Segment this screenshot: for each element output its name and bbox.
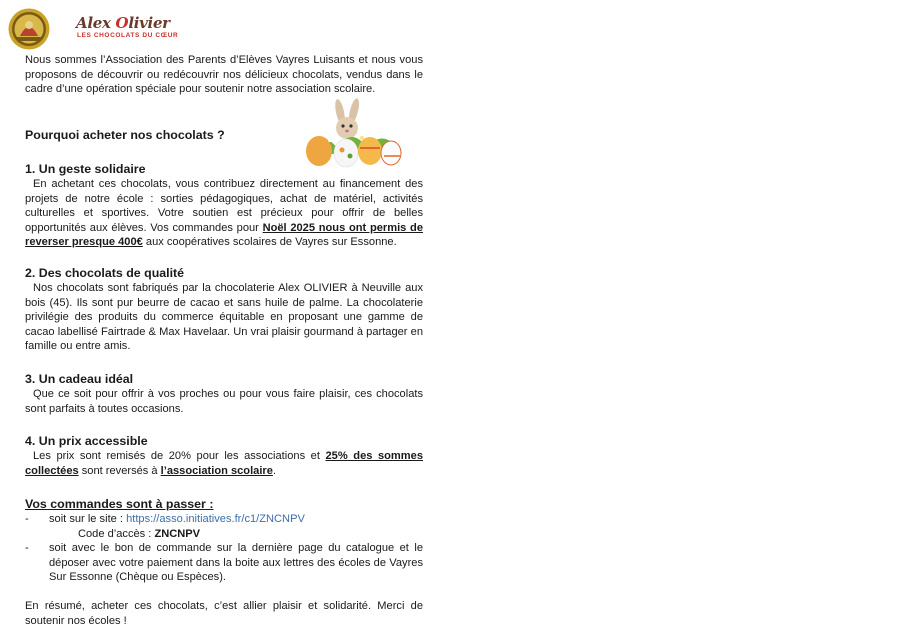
brand-name: Alex Olivier <box>76 14 170 32</box>
section-solidaire <box>25 161 423 250</box>
conclusion-paragraph: En résumé, acheter ces chocolats, c’est allier plaisir et solidarité. Merci de soutenir nos écoles ! <box>25 600 423 627</box>
section-4-title: 4. Un prix accessible <box>25 434 148 448</box>
order-option-form-text: soit avec le bon de commande sur la dernière page du catalogue et le déposer avec votre paiement dans la boite aux lettres des écoles de Vayres Sur Essonne (Chèque ou Espèces). <box>49 542 423 583</box>
why-heading: Pourquoi acheter nos chocolats ? <box>25 128 225 142</box>
brand-tagline: LES CHOCOLATS DU CŒUR <box>77 32 179 39</box>
access-code-value: ZNCNPV <box>154 527 201 540</box>
section-3-title: 3. Un cadeau idéal <box>25 372 134 386</box>
section-1-title: 1. Un geste solidaire <box>25 162 146 176</box>
access-code-line <box>25 527 423 542</box>
access-code-label: Code d’accès : <box>78 527 155 540</box>
section-4-emphasis: 25% des sommes collectées <box>25 450 423 477</box>
section-cadeau <box>25 371 423 416</box>
section-4-text: Les prix sont remisés de 20% pour les associations et 25% des sommes collectées sont reversés à l’association scolaire. <box>25 450 423 477</box>
order-option-website-label: soit sur le site : <box>49 513 127 525</box>
association-seal-logo <box>8 8 50 50</box>
conclusion-block <box>25 599 423 628</box>
order-option-website <box>25 512 423 527</box>
order-website-link[interactable]: https://asso.initiatives.fr/c1/ZNCNPV <box>126 513 305 525</box>
section-3-text: Que ce soit pour offrir à vos proches ou pour vous faire plaisir, ces chocolats sont parfaits à toutes occasions. <box>25 388 423 415</box>
list-dash: - <box>25 542 29 554</box>
section-1-text: En achetant ces chocolats, vous contribuez directement au financement des projets de notre école : sorties pédagogiques, achat de matériel, activités culturelles et sportives. Votre soutien est précieux pour offrir de belles opportunités aux élèves. Vos commandes pour Noël 2025 nous ont permis de reverser presque 400€ aux coopératives scolaires de Vayres sur Essonne. <box>25 178 423 248</box>
orders-title: Vos commandes sont à passer : <box>25 497 214 511</box>
intro-block <box>25 53 423 97</box>
intro-paragraph: Nous sommes l’Association des Parents d’Elèves Vayres Luisants et nous vous proposons de découvrir ou redécouvrir nos délicieux chocolats, vendus dans le cadre d’une opération spéciale pour soutenir notre association scolaire. <box>25 54 423 95</box>
orders-block <box>25 496 423 585</box>
section-2-title: 2. Des chocolats de qualité <box>25 266 185 280</box>
alex-olivier-logo <box>74 14 179 46</box>
section-1-emphasis: Noël 2025 nous ont permis de reverser presque 400€ <box>25 221 423 248</box>
section-2-text: Nos chocolats sont fabriqués par la chocolaterie Alex OLIVIER à Neuville aux bois (45). Ils sont pur beurre de cacao et sans huile de palme. La chocolaterie privilégie des produits du commerce équitable en proposant une gamme de cacao labellisé Fairtrade & Max Havelaar. Un vrai plaisir gourmand à partager en famille ou entre amis. <box>25 282 423 352</box>
section-qualite <box>25 265 423 354</box>
order-option-form <box>25 541 423 585</box>
section-prix <box>25 433 423 478</box>
easter-bunny-eggs-illustration <box>302 98 404 168</box>
list-dash: - <box>25 513 29 525</box>
section-4-emphasis-2: l’association scolaire <box>160 464 273 477</box>
